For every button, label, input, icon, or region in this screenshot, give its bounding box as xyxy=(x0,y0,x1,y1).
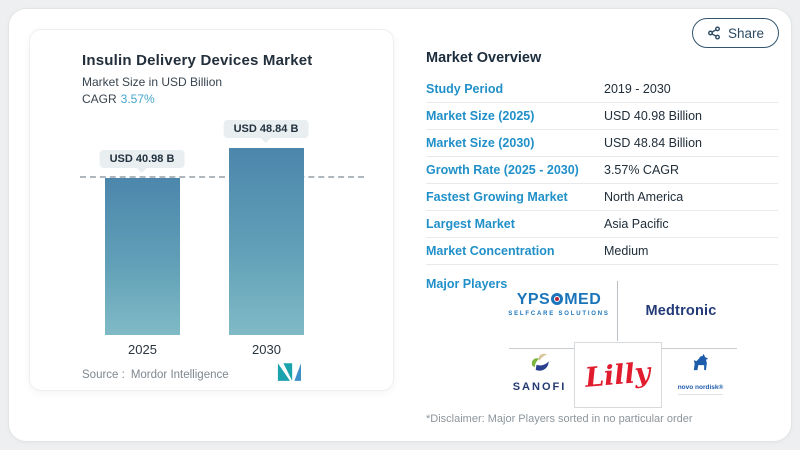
novo-nordisk-logo xyxy=(664,353,737,395)
share-button-label: Share xyxy=(727,25,764,41)
bar-2030 xyxy=(229,148,304,335)
bar-value-label-2025: USD 40.98 B xyxy=(100,150,185,168)
ypsomed-logo xyxy=(507,291,611,317)
source-value: Mordor Intelligence xyxy=(130,369,229,381)
row-label: Market Size (2030) xyxy=(426,136,535,150)
row-value: 3.57% CAGR xyxy=(604,163,680,177)
bar-2025 xyxy=(105,178,180,335)
x-axis-label-2025: 2025 xyxy=(128,342,157,357)
sanofi-logo xyxy=(507,351,572,393)
table-row xyxy=(426,103,778,130)
novo-nordisk-wordmark: novo nordisk® xyxy=(678,384,724,395)
overview-table xyxy=(426,76,778,265)
ypsomed-text-pre: YPS xyxy=(516,291,551,308)
source-label: Source : xyxy=(82,369,125,381)
row-label: Largest Market xyxy=(426,217,515,231)
row-value: Medium xyxy=(604,244,649,258)
row-value: 2019 - 2030 xyxy=(604,82,671,96)
ypsomed-text-post: MED xyxy=(564,291,602,308)
bar-value-label-2030: USD 48.84 B xyxy=(224,120,309,138)
medtronic-logo: Medtronic xyxy=(645,303,717,319)
table-row xyxy=(426,76,778,103)
overview-title: Market Overview xyxy=(426,50,542,66)
cagr-label: CAGR xyxy=(82,92,117,106)
row-value: Asia Pacific xyxy=(604,217,669,231)
cagr-value: 3.57% xyxy=(120,92,155,106)
row-label: Study Period xyxy=(426,82,504,96)
disclaimer-text: *Disclaimer: Major Players sorted in no particular order xyxy=(426,413,693,425)
table-row xyxy=(426,157,778,184)
row-value: USD 48.84 Billion xyxy=(604,136,702,150)
row-label: Market Concentration xyxy=(426,244,555,258)
row-label: Growth Rate (2025 - 2030) xyxy=(426,163,579,177)
players-horizontal-divider-left xyxy=(509,348,574,349)
chart-subtitle: Market Size in USD Billion xyxy=(82,75,223,89)
major-players-grid xyxy=(507,271,739,411)
chart-cagr xyxy=(82,92,155,106)
table-row xyxy=(426,211,778,238)
row-label: Market Size (2025) xyxy=(426,109,535,123)
table-row xyxy=(426,130,778,157)
report-card xyxy=(8,8,792,442)
market-size-chart-panel xyxy=(29,29,394,391)
lilly-logo-box xyxy=(574,342,662,408)
x-axis-label-2030: 2030 xyxy=(252,342,281,357)
major-players-label: Major Players xyxy=(426,277,508,291)
ypsomed-tagline: SELFCARE SOLUTIONS xyxy=(508,311,610,317)
row-value: North America xyxy=(604,190,684,204)
sanofi-wordmark: SANOFI xyxy=(512,381,567,393)
row-label: Fastest Growing Market xyxy=(426,190,568,204)
table-row xyxy=(426,238,778,265)
table-row xyxy=(426,184,778,211)
novo-nordisk-bull-icon xyxy=(690,353,712,371)
source-attribution xyxy=(82,369,229,381)
row-value: USD 40.98 Billion xyxy=(604,109,702,123)
players-vertical-divider xyxy=(617,281,618,341)
share-icon xyxy=(707,26,721,40)
chart-title: Insulin Delivery Devices Market xyxy=(82,52,313,69)
mordor-intelligence-logo-icon xyxy=(276,360,304,382)
players-horizontal-divider-right xyxy=(662,348,737,349)
lilly-logo: Lilly xyxy=(584,356,652,394)
ypsomed-o-mark-icon xyxy=(551,293,563,305)
share-button[interactable] xyxy=(692,18,779,48)
sanofi-bird-icon xyxy=(527,351,553,375)
